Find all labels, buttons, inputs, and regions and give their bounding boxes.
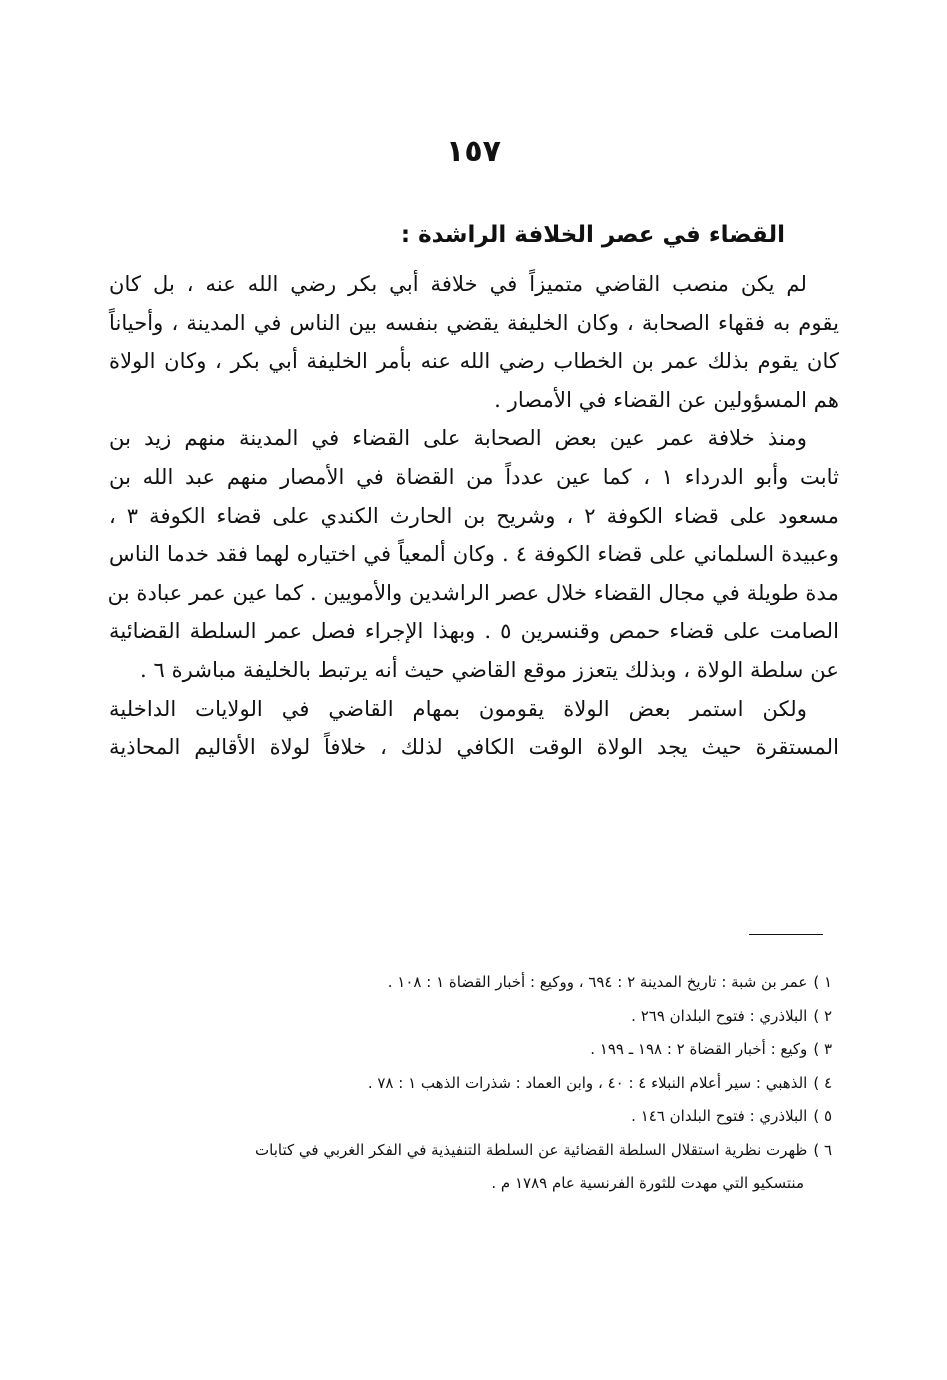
- body-line: الصامت على قضاء حمص وقنسرين ٥ . وبهذا الإجراء فصل عمر السلطة القضائية: [109, 618, 839, 644]
- footnote-text: عمر بن شبة : تاريخ المدينة ٢ : ٦٩٤ ، ووكيع : أخبار القضاة ١ : ١٠٨ .: [387, 973, 808, 991]
- body-line: عن سلطة الولاة ، وبذلك يتعزز موقع القاضي حيث أنه يرتبط بالخليفة مباشرة ٦ .: [139, 656, 839, 682]
- footnote-divider: [749, 934, 823, 935]
- footnote-number: ٣ ): [813, 1040, 832, 1058]
- footnotes: [132, 966, 832, 1201]
- body-line: كان يقوم بذلك عمر بن الخطاب رضي الله عنه بأمر الخليفة أبي بكر ، وكان الولاة: [109, 348, 839, 374]
- body-line: ولكن استمر بعض الولاة يقومون بمهام القاضي في الولايات الداخلية: [109, 695, 807, 721]
- footnote: [132, 1033, 832, 1067]
- section-heading: القضاء في عصر الخلافة الراشدة :: [400, 222, 785, 248]
- body-line: مدة طويلة في مجال القضاء خلال عصر الراشدين والأمويين . كما عين عمر عبادة بن: [107, 579, 839, 605]
- body-line: يقوم به فقهاء الصحابة ، وكان الخليفة يقضي بنفسه بين الناس في المدينة ، وأحياناً: [109, 309, 839, 335]
- footnote-number: ٥ ): [813, 1107, 832, 1125]
- footnote-number: ٤ ): [813, 1073, 832, 1092]
- footnote-text: ظهرت نظرية استقلال السلطة القضائية عن السلطة التنفيذية في الفكر الغربي في كتابات: [255, 1140, 808, 1159]
- footnote-text: وكيع : أخبار القضاة ٢ : ١٩٨ ـ ١٩٩ .: [590, 1040, 808, 1058]
- footnote-text: البلاذري : فتوح البلدان ٢٦٩ .: [631, 1006, 808, 1025]
- footnote: [132, 1000, 832, 1034]
- footnote: [132, 966, 832, 1000]
- body-line: ثابت وأبو الدرداء ١ ، كما عين عدداً من القضاة في الأمصار منهم عبد الله بن: [109, 463, 840, 489]
- body-line: وعبيدة السلماني على قضاء الكوفة ٤ . وكان ألمعياً في اختياره لهما فقد خدما الناس: [109, 541, 839, 567]
- body-text: [109, 265, 839, 767]
- body-line: ومنذ خلافة عمر عين بعض الصحابة على القضاء في المدينة منهم زيد بن: [109, 425, 807, 451]
- footnote-number: ٢ ): [813, 1006, 832, 1025]
- footnote-text: الذهبي : سير أعلام النبلاء ٤ : ٤٠ ، وابن العماد : شذرات الذهب ١ : ٧٨ .: [367, 1073, 808, 1092]
- body-line: لم يكن منصب القاضي متميزاً في خلافة أبي بكر رضي الله عنه ، بل كان: [109, 271, 807, 296]
- body-line: مسعود على قضاء الكوفة ٢ ، وشريح بن الحارث الكندي على قضاء الكوفة ٣ ،: [109, 502, 839, 528]
- footnote-number: ٦ ): [813, 1140, 832, 1159]
- body-line: المستقرة حيث يجد الولاة الوقت الكافي لذلك ، خلافاً لولاة الأقاليم المحاذية: [109, 734, 839, 760]
- footnote-text: البلاذري : فتوح البلدان ١٤٦ .: [631, 1107, 808, 1125]
- footnote-continuation: منتسكيو التي مهدت للثورة الفرنسية عام ١٧٨٩ م .: [491, 1174, 804, 1192]
- body-line: هم المسؤولين عن القضاء في الأمصار .: [494, 386, 839, 412]
- page-number: ١٥٧: [446, 134, 501, 169]
- footnote: [132, 1067, 832, 1101]
- footnote: [132, 1134, 832, 1168]
- footnote: [132, 1100, 832, 1134]
- footnote-number: ١ ): [813, 973, 832, 991]
